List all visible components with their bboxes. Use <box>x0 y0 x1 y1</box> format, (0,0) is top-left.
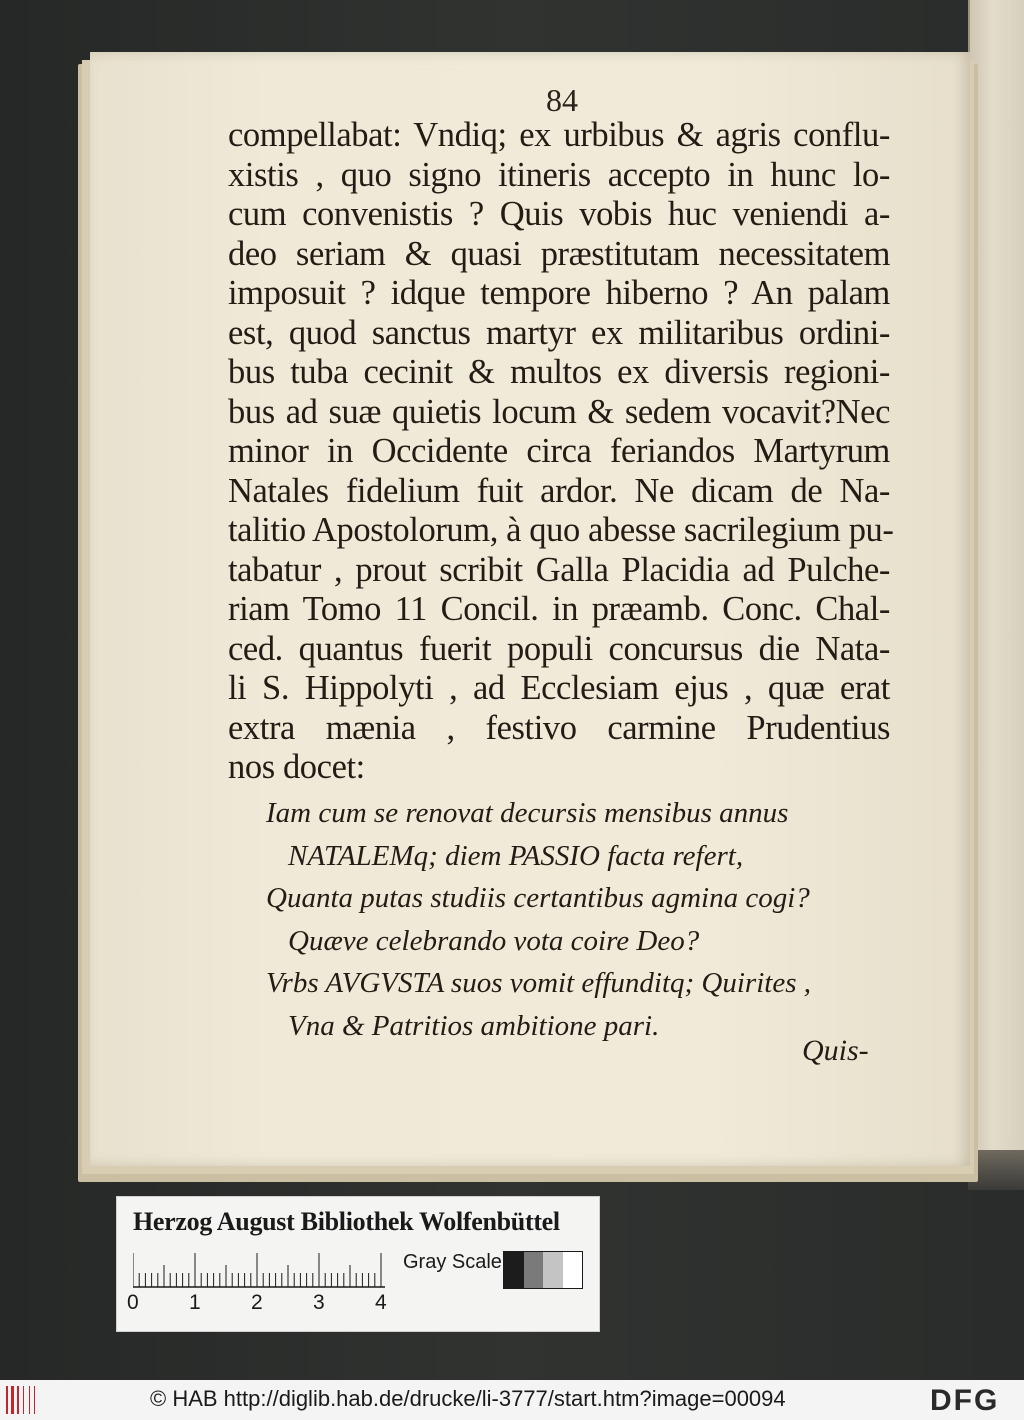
verse-line: NATALEMq; diem PASSIO facta refert, <box>288 839 744 872</box>
text-line: imposuit ? idque tempore hiberno ? An palam <box>228 274 890 312</box>
text-line: compellabat: Vndiq; ex urbibus & agris conflu- <box>228 116 890 154</box>
text-line: bus ad suæ quietis locum & sedem vocavit?Nec <box>228 392 890 431</box>
gray-swatch <box>563 1252 583 1288</box>
barcode-icon <box>6 1386 46 1414</box>
text-line: est, quod sanctus martyr ex militaribus ordini- <box>228 313 890 352</box>
barcode-bar <box>11 1386 14 1414</box>
text-line: ced. quantus fuerit populi concursus die Nata- <box>228 629 890 668</box>
footer-bar <box>0 1380 1024 1420</box>
dfg-logo: DFG <box>930 1384 1000 1417</box>
gray-swatch <box>524 1252 544 1288</box>
text-line: deo seriam & quasi præstitutam necessitatem <box>228 234 890 273</box>
barcode-bar <box>23 1386 24 1414</box>
verse-line: Quanta putas studiis certantibus agmina cogi? <box>266 882 810 914</box>
text-line: talitio Apostolorum, à quo abesse sacrilegium pu- <box>228 511 894 549</box>
text-line: xistis , quo signo itineris accepto in hunc lo- <box>228 155 890 194</box>
text-line: tabatur , prout scribit Galla Placidia ad Pulche- <box>228 550 890 589</box>
page-number: 84 <box>546 82 578 118</box>
text-line: Natales fidelium fuit ardor. Ne dicam de Na- <box>228 471 890 510</box>
library-name: Herzog August Bibliothek Wolfenbüttel <box>133 1207 560 1236</box>
verse-line: Vrbs AVGVSTA suos vomit effunditq; Quirites , <box>266 967 811 999</box>
text-line: extra mænia , festivo carmine Prudentius <box>228 708 890 747</box>
verse-line: Quæve celebrando vota coire Deo? <box>288 924 700 957</box>
text-line: riam Tomo 11 Concil. in præamb. Conc. Chal- <box>228 590 890 628</box>
ruler-numbers <box>127 1291 407 1317</box>
text-line: bus tuba cecinit & multos ex diversis regioni- <box>228 353 890 391</box>
ruler-number: 3 <box>313 1291 325 1314</box>
barcode-bar <box>17 1386 19 1414</box>
ruler-number: 4 <box>375 1291 387 1314</box>
text-line: cum convenistis ? Quis vobis huc veniendi a- <box>228 195 890 233</box>
library-label-card <box>116 1196 600 1332</box>
text-line: minor in Occidente circa feriandos Martyrum <box>228 432 890 470</box>
verse-line: Iam cum se renovat decursis mensibus annus <box>266 797 789 829</box>
gray-scale-swatches <box>503 1251 583 1289</box>
barcode-bar <box>34 1386 35 1414</box>
copyright-url[interactable]: © HAB http://diglib.hab.de/drucke/li-3777/start.htm?image=00094 <box>150 1386 786 1411</box>
body-text <box>228 116 894 788</box>
verse-line: Vna & Patritios ambitione pari. <box>288 1009 660 1042</box>
verse-block <box>266 792 886 1047</box>
gray-swatch <box>504 1252 524 1288</box>
ruler-scale <box>133 1251 403 1291</box>
barcode-bar <box>29 1386 30 1414</box>
ruler-number: 0 <box>127 1291 139 1314</box>
catchword: Quis- <box>802 1034 869 1067</box>
ruler-number: 1 <box>189 1291 201 1314</box>
text-line: nos docet: <box>228 748 365 786</box>
ruler-number: 2 <box>251 1291 263 1314</box>
gray-swatch <box>543 1252 563 1288</box>
gray-scale-label: Gray Scale <box>403 1251 502 1273</box>
text-line: li S. Hippolyti , ad Ecclesiam ejus , quæ erat <box>228 669 890 707</box>
barcode-bar <box>6 1386 8 1414</box>
